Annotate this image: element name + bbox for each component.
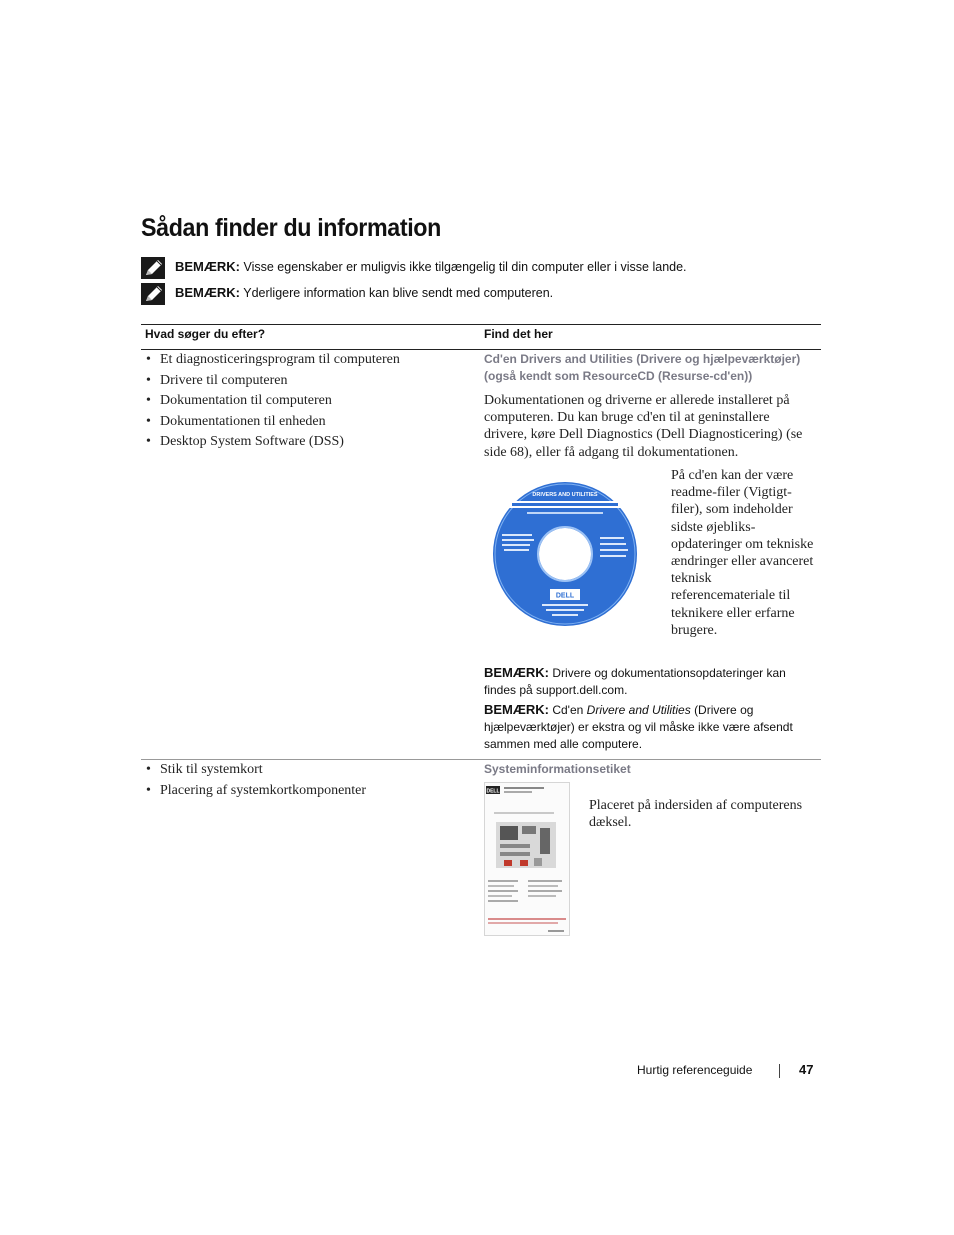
list-item: • Dokumentationen til enheden [146,412,400,433]
list-item: • Desktop System Software (DSS) [146,432,400,453]
cd-description: Dokumentationen og driverne er allerede installeret på computeren. Du kan bruge cd'en til at geninstallere drivere, køre Dell Diagnostics (Dell Diagnosticering) (se side 68), eller få adgang til dokumentationen. [484,393,803,460]
note-text: Yderligere information kan blive sendt med computeren. [243,286,554,300]
footer-separator [779,1064,780,1078]
cd-section-title [484,351,814,385]
list-item: • Drivere til computeren [146,371,400,392]
column-header-where: Find det her [484,327,553,341]
note-italic: Drivere and Utilities [586,703,691,717]
table-top-rule [141,324,821,325]
cd-section-title-line2: (også kendt som ResourceCD (Resurse-cd'en)) [484,369,753,383]
list-item: • Dokumentation til computeren [146,391,400,412]
label-dell-logo: DELL [486,788,500,795]
note-text: Drivere og dokumentationsopdateringer kan findes på [484,666,786,697]
note-label: BEMÆRK: [175,285,240,300]
pencil-note-icon [141,283,165,305]
label-side-text: Placeret på indersiden af computerens dæksel. [589,798,803,831]
pencil-note-icon [141,257,165,279]
note-text: Cd'en [552,703,584,717]
column-header-what: Hvad søger du efter? [145,327,266,341]
note-label: BEMÆRK: [484,665,549,680]
cd-side-text: På cd'en kan der være readme-filer (Vigtigt-filer), som indeholder sidste øjebliks-opdateringer om tekniske ændringer eller avanceret teknisk referencemateriale til teknikere eller erfarne brugere. [671,468,814,638]
cd-section-title-line1: Cd'en Drivers and Utilities (Drivere og hjælpeværktøjer) [484,352,801,366]
footer-guide-title: Hurtig referenceguide [637,1063,753,1077]
cd-dell-logo: DELL [555,592,575,600]
cd-note-2 [484,701,816,753]
note-label: BEMÆRK: [484,702,549,717]
drivers-and-utilities-cd-icon [492,474,638,634]
list-item: • Stik til systemkort [146,760,366,781]
row1-bullet-list [146,350,400,453]
row2-bullet-list [146,760,366,801]
list-item: • Et diagnosticeringsprogram til computeren [146,350,400,371]
note-end: . [624,683,628,697]
page-title: Sådan finder du information [141,214,441,242]
support-link[interactable]: support.dell.com [536,683,625,697]
system-information-label-icon [484,782,570,936]
page-number: 47 [799,1062,814,1077]
note-text: (Drivere og hjælpeværktøjer) er ekstra og vil måske ikke være afsendt sammen med alle computere. [484,703,793,751]
label-section-title: Systeminformationsetiket [484,762,631,776]
list-item: • Placering af systemkortkomponenter [146,781,366,802]
cd-top-text: DRIVERS AND UTILITIES [532,492,598,498]
cd-note-1 [484,664,816,699]
note-text: Visse egenskaber er muligvis ikke tilgængelig til din computer eller i visse lande. [243,260,687,274]
note-label: BEMÆRK: [175,259,240,274]
